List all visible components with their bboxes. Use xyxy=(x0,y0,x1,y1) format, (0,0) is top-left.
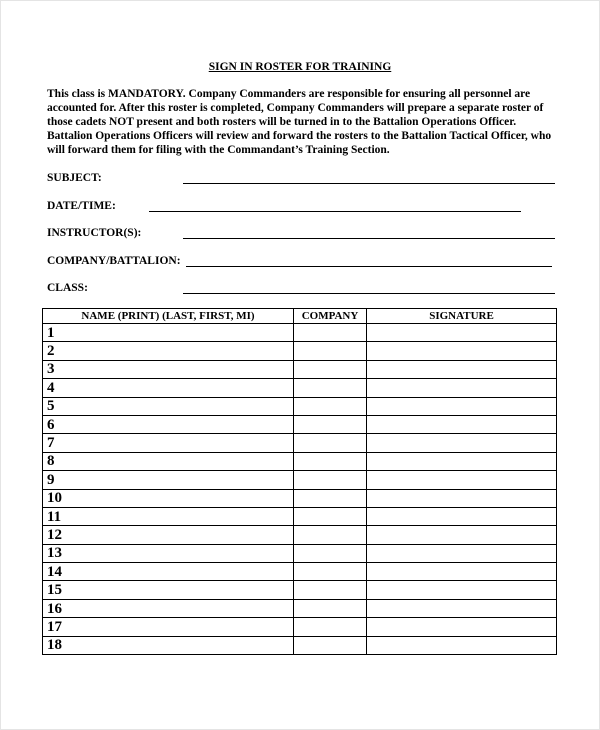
cell-signature[interactable] xyxy=(367,618,557,636)
table-row xyxy=(43,452,557,470)
subject-line[interactable] xyxy=(183,183,555,184)
table-header-row xyxy=(43,309,557,324)
cell-signature[interactable] xyxy=(367,415,557,433)
roster-table xyxy=(42,308,557,655)
cell-signature[interactable] xyxy=(367,636,557,654)
table-row xyxy=(43,360,557,378)
class-label: CLASS: xyxy=(47,282,88,294)
cell-company[interactable] xyxy=(294,636,367,654)
cell-name[interactable]: 6 xyxy=(43,415,294,433)
cell-name[interactable]: 2 xyxy=(43,342,294,360)
cell-company[interactable] xyxy=(294,342,367,360)
instructor-label: INSTRUCTOR(S): xyxy=(47,227,142,239)
table-row xyxy=(43,342,557,360)
subject-label: SUBJECT: xyxy=(47,172,102,184)
cell-name[interactable]: 11 xyxy=(43,507,294,525)
cell-name[interactable]: 15 xyxy=(43,581,294,599)
table-row xyxy=(43,324,557,342)
company-battalion-label: COMPANY/BATTALION: xyxy=(47,255,181,267)
cell-signature[interactable] xyxy=(367,563,557,581)
paragraph-line: Battalion Operations Officers will review and forward the rosters to the Battalion Tactical Officer, who xyxy=(47,130,552,142)
company-battalion-line[interactable] xyxy=(186,266,552,267)
header-name: NAME (PRINT) (LAST, FIRST, MI) xyxy=(43,309,294,324)
cell-company[interactable] xyxy=(294,397,367,415)
class-line[interactable] xyxy=(183,293,555,294)
cell-name[interactable]: 13 xyxy=(43,544,294,562)
cell-signature[interactable] xyxy=(367,581,557,599)
cell-name[interactable]: 14 xyxy=(43,563,294,581)
table-row xyxy=(43,563,557,581)
cell-company[interactable] xyxy=(294,526,367,544)
cell-signature[interactable] xyxy=(367,599,557,617)
paragraph-line: This class is MANDATORY. Company Commanders are responsible for ensuring all personnel are xyxy=(47,88,531,100)
document-title: SIGN IN ROSTER FOR TRAINING xyxy=(208,61,392,73)
cell-name[interactable]: 12 xyxy=(43,526,294,544)
cell-signature[interactable] xyxy=(367,507,557,525)
cell-name[interactable]: 18 xyxy=(43,636,294,654)
cell-signature[interactable] xyxy=(367,452,557,470)
cell-name[interactable]: 4 xyxy=(43,379,294,397)
table-row xyxy=(43,599,557,617)
table-row xyxy=(43,544,557,562)
cell-signature[interactable] xyxy=(367,471,557,489)
table-row xyxy=(43,581,557,599)
datetime-label: DATE/TIME: xyxy=(47,200,116,212)
paragraph-line: those cadets NOT present and both rosters will be turned in to the Battalion Operations Officer. xyxy=(47,116,517,128)
cell-signature[interactable] xyxy=(367,324,557,342)
cell-name[interactable]: 7 xyxy=(43,434,294,452)
cell-company[interactable] xyxy=(294,599,367,617)
cell-signature[interactable] xyxy=(367,342,557,360)
cell-signature[interactable] xyxy=(367,360,557,378)
cell-company[interactable] xyxy=(294,563,367,581)
cell-signature[interactable] xyxy=(367,379,557,397)
cell-signature[interactable] xyxy=(367,544,557,562)
table-row xyxy=(43,636,557,654)
cell-company[interactable] xyxy=(294,434,367,452)
cell-company[interactable] xyxy=(294,544,367,562)
cell-company[interactable] xyxy=(294,415,367,433)
cell-signature[interactable] xyxy=(367,489,557,507)
instructor-line[interactable] xyxy=(183,238,555,239)
cell-company[interactable] xyxy=(294,452,367,470)
table-row xyxy=(43,434,557,452)
cell-name[interactable]: 17 xyxy=(43,618,294,636)
cell-name[interactable]: 5 xyxy=(43,397,294,415)
cell-company[interactable] xyxy=(294,489,367,507)
cell-name[interactable]: 10 xyxy=(43,489,294,507)
cell-company[interactable] xyxy=(294,379,367,397)
cell-name[interactable]: 1 xyxy=(43,324,294,342)
cell-signature[interactable] xyxy=(367,434,557,452)
cell-signature[interactable] xyxy=(367,397,557,415)
paragraph-line: accounted for. After this roster is completed, Company Commanders will prepare a separate roster of xyxy=(47,102,544,114)
cell-name[interactable]: 9 xyxy=(43,471,294,489)
table-row xyxy=(43,526,557,544)
table-row xyxy=(43,471,557,489)
header-signature: SIGNATURE xyxy=(367,309,557,324)
cell-name[interactable]: 3 xyxy=(43,360,294,378)
paragraph-line: will forward them for filing with the Commandant’s Training Section. xyxy=(47,144,390,156)
datetime-line[interactable] xyxy=(149,211,521,212)
table-row xyxy=(43,379,557,397)
cell-company[interactable] xyxy=(294,471,367,489)
cell-signature[interactable] xyxy=(367,526,557,544)
instructions-paragraph xyxy=(47,87,567,157)
cell-name[interactable]: 16 xyxy=(43,599,294,617)
table-row xyxy=(43,397,557,415)
cell-company[interactable] xyxy=(294,581,367,599)
cell-company[interactable] xyxy=(294,618,367,636)
table-row xyxy=(43,415,557,433)
cell-name[interactable]: 8 xyxy=(43,452,294,470)
cell-company[interactable] xyxy=(294,360,367,378)
cell-company[interactable] xyxy=(294,324,367,342)
header-company: COMPANY xyxy=(294,309,367,324)
table-row xyxy=(43,507,557,525)
table-row xyxy=(43,489,557,507)
cell-company[interactable] xyxy=(294,507,367,525)
table-row xyxy=(43,618,557,636)
